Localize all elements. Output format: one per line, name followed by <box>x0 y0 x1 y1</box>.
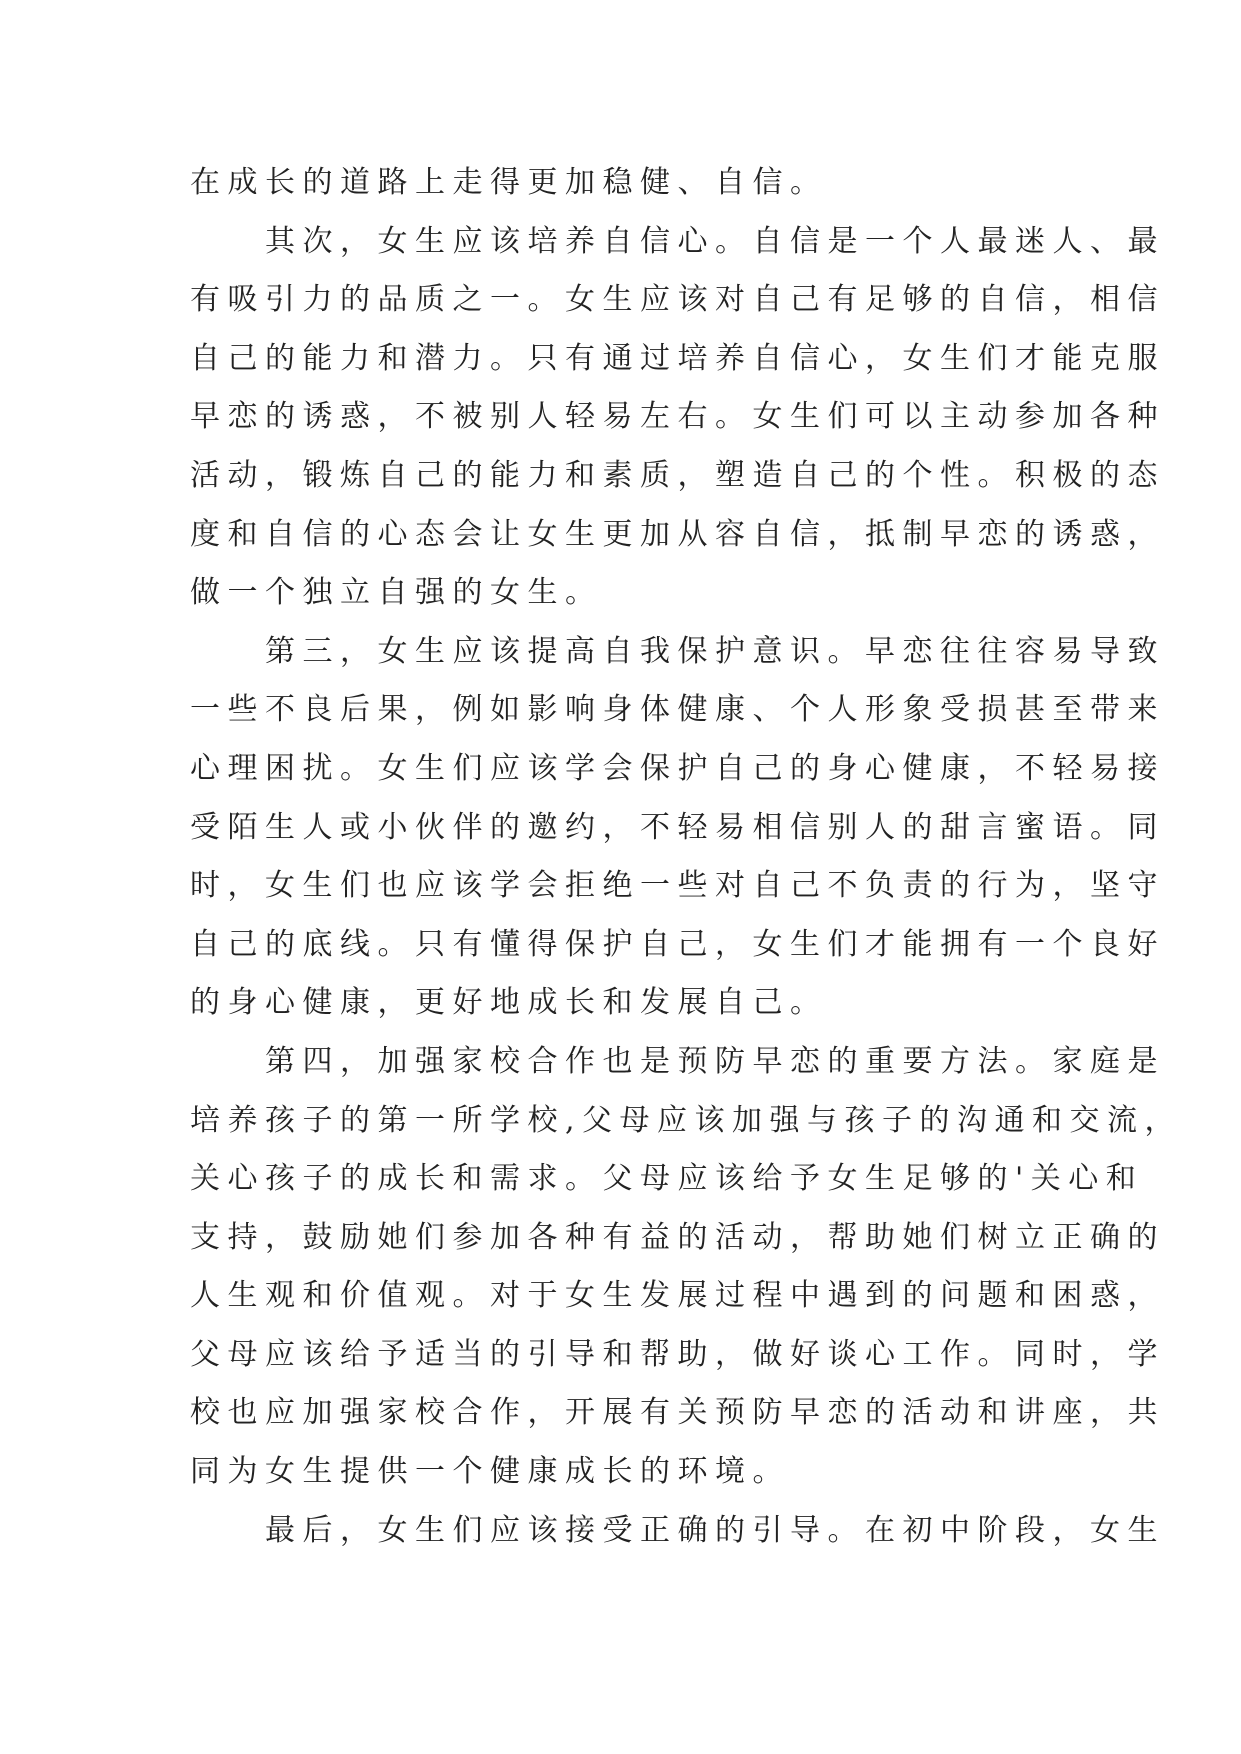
text-line: 自己的底线。只有懂得保护自己，女生们才能拥有一个良好 <box>190 926 1165 962</box>
text-line: 活动，锻炼自己的能力和素质，塑造自己的个性。积极的态 <box>190 457 1165 493</box>
text-line: 做一个独立自强的女生。 <box>190 575 603 611</box>
text-line: 的身心健康，更好地成长和发展自己。 <box>190 985 828 1021</box>
text-line: 心理困扰。女生们应该学会保护自己的身心健康，不轻易接 <box>190 750 1165 786</box>
text-line: 一些不良后果，例如影响身体健康、个人形象受损甚至带来 <box>190 692 1165 728</box>
text-line: 父母应该给予适当的引导和帮助，做好谈心工作。同时，学 <box>190 1336 1165 1372</box>
text-line: 支持，鼓励她们参加各种有益的活动，帮助她们树立正确的 <box>190 1219 1165 1255</box>
body-text <box>190 154 1183 1560</box>
text-line: 早恋的诱惑，不被别人轻易左右。女生们可以主动参加各种 <box>190 399 1165 435</box>
text-line: 人生观和价值观。对于女生发展过程中遇到的问题和困惑， <box>190 1278 1165 1314</box>
text-line: 在成长的道路上走得更加稳健、自信。 <box>190 165 828 200</box>
text-line: 培养孩子的第一所学校,父母应该加强与孩子的沟通和交流， <box>190 1102 1183 1138</box>
text-line: 其次，女生应该培养自信心。自信是一个人最迷人、最 <box>190 223 1165 259</box>
text-line: 第四，加强家校合作也是预防早恋的重要方法。家庭是 <box>190 1043 1165 1079</box>
text-line: 度和自信的心态会让女生更加从容自信，抵制早恋的诱惑， <box>190 516 1165 552</box>
text-line: 校也应加强家校合作，开展有关预防早恋的活动和讲座，共 <box>190 1395 1165 1431</box>
text-line: 时，女生们也应该学会拒绝一些对自己不负责的行为，坚守 <box>190 868 1165 904</box>
text-line: 第三，女生应该提高自我保护意识。早恋往往容易导致 <box>190 633 1165 669</box>
text-line: 同为女生提供一个健康成长的环境。 <box>190 1454 790 1490</box>
text-line: 最后，女生们应该接受正确的引导。在初中阶段，女生 <box>190 1512 1165 1548</box>
text-line: 自己的能力和潜力。只有通过培养自信心，女生们才能克服 <box>190 340 1165 376</box>
text-line: 关心孩子的成长和需求。父母应该给予女生足够的'关心和 <box>190 1161 1144 1197</box>
text-line: 受陌生人或小伙伴的邀约，不轻易相信别人的甜言蜜语。同 <box>190 809 1165 845</box>
text-line: 有吸引力的品质之一。女生应该对自己有足够的自信，相信 <box>190 282 1165 318</box>
